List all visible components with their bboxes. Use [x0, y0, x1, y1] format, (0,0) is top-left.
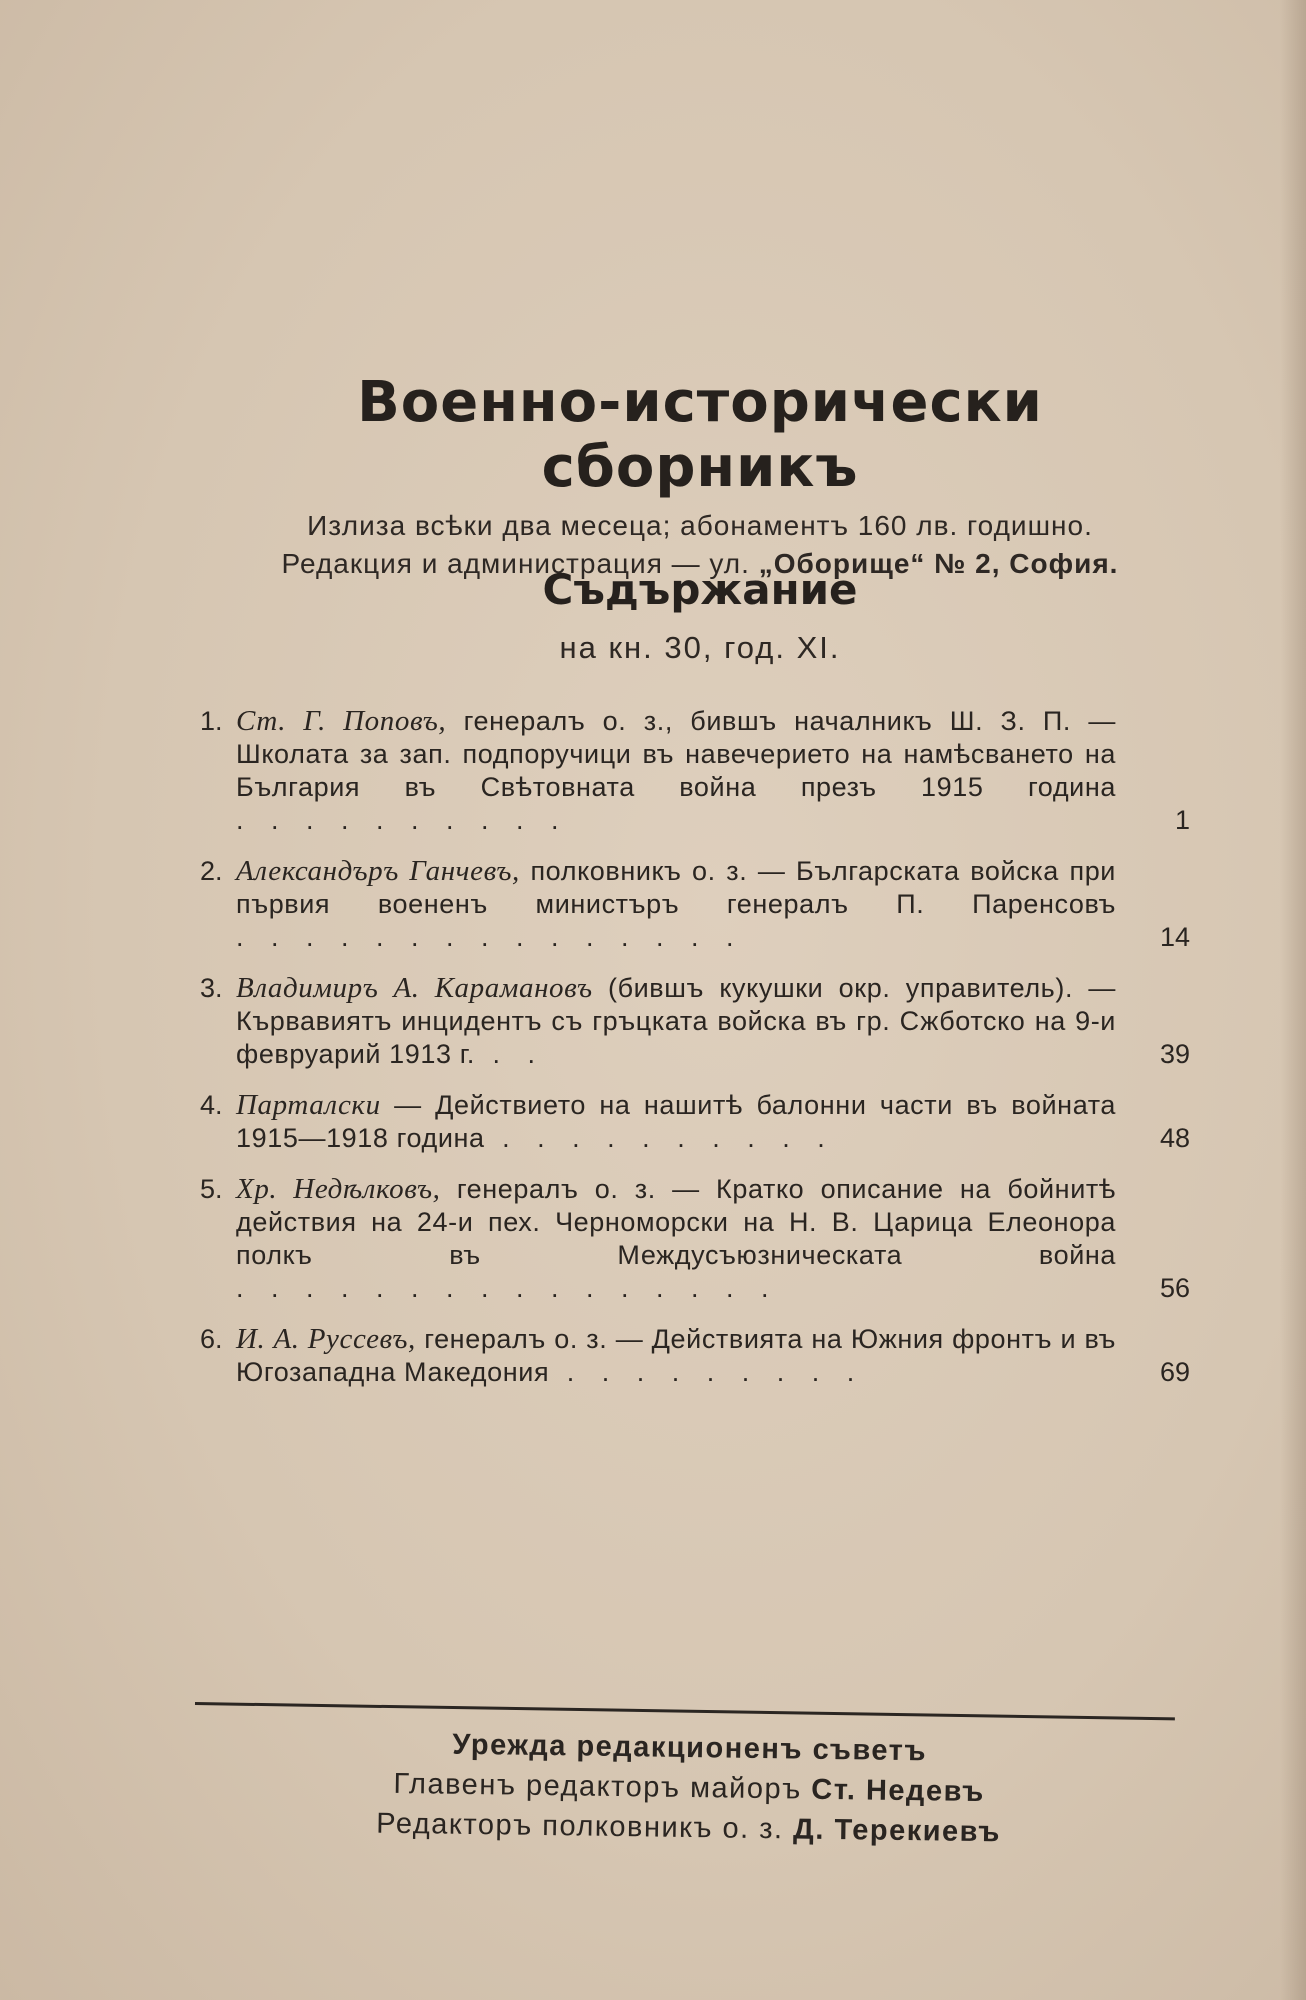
toc-author: Хр. Недѣлковъ,: [236, 1173, 441, 1205]
address-prefix: Редакция и администрация — ул.: [281, 548, 750, 579]
chief-editor-name: Ст. Недевъ: [811, 1773, 986, 1809]
toc-leader-dots: . . . . . . . . . . . . . . .: [236, 922, 744, 952]
toc-leader-dots: . . . . . . . . . .: [236, 805, 569, 835]
editor-name: Д. Терекиевъ: [792, 1813, 1002, 1849]
toc-title: генералъ о. з. — Действията на Южния фронтъ и въ Югозападна Македония: [236, 1324, 1116, 1387]
toc-text: [236, 1089, 1116, 1155]
issue-number: на кн. 30, год. XI.: [559, 630, 841, 665]
toc-author: И. А. Руссевъ,: [236, 1323, 416, 1355]
toc-leader-dots: . .: [475, 1039, 546, 1069]
toc-leader-dots: . . . . . . . . . .: [484, 1123, 835, 1153]
toc-number: 4.: [200, 1090, 223, 1120]
address-street: „Оборище“ № 2, София.: [758, 548, 1119, 579]
toc-author: Владимиръ А. Карамановъ: [236, 972, 593, 1004]
masthead: [200, 370, 1200, 580]
toc-title: (бившъ кукушки окр. управитель). — Кървавиятъ инцидентъ съ гръцката войска въ гр. Сжботско на 9-и февруарий 1913 г.: [236, 973, 1116, 1069]
toc-author: Ст. Г. Поповъ,: [236, 705, 447, 737]
toc-number: 5.: [200, 1174, 223, 1204]
toc-text: [236, 1323, 1116, 1389]
chief-editor-role: Главенъ редакторъ майоръ: [393, 1767, 802, 1806]
toc-entry-6: [200, 1323, 1190, 1389]
toc-number: 3.: [200, 973, 223, 1003]
toc-text: [236, 855, 1116, 954]
journal-title: Военно-исторически сборникъ: [357, 370, 1043, 500]
toc-text: [236, 1173, 1116, 1305]
editorial-board: [298, 1723, 1080, 1854]
toc-page-number: 48: [1159, 1123, 1190, 1153]
toc-entry-2: [200, 855, 1190, 954]
board-heading: Урежда редакционенъ съветъ: [452, 1728, 928, 1768]
toc-page-number: 1: [1174, 805, 1190, 835]
divider-rule: [195, 1702, 1175, 1720]
toc-page-number: 56: [1159, 1273, 1190, 1303]
toc-number: 1.: [200, 706, 223, 736]
toc-entry-1: [200, 705, 1190, 837]
toc-title: генералъ о. з., бившъ началникъ Ш. З. П. — Школата за зап. подпоручици въ навечерието на намѣсването на България въ Свѣтовната война презъ 1915 година: [236, 706, 1116, 802]
toc-entry-5: [200, 1173, 1190, 1305]
toc-text: [236, 972, 1116, 1071]
toc-author: Парталски: [236, 1089, 381, 1121]
contents-heading: Съдържание: [542, 565, 858, 614]
toc-number: 6.: [200, 1324, 223, 1354]
page-edge-shadow: [1280, 0, 1306, 2000]
publication-info: Излиза всѣки два месеца; абонаментъ 160 лв. годишно.: [307, 510, 1093, 541]
toc-entry-4: [200, 1089, 1190, 1155]
editor-role: Редакторъ полковникъ о. з.: [376, 1807, 784, 1846]
toc-number: 2.: [200, 856, 223, 886]
toc-entry-3: [200, 972, 1190, 1071]
toc-title: — Действието на нашитѣ балонни части въ войната 1915—1918 година: [236, 1090, 1116, 1153]
toc-title: полковникъ о. з. — Българската войска при първия воененъ министъръ генералъ П. Паренсовъ: [236, 856, 1116, 919]
toc-title: генералъ о. з. — Кратко описание на бойнитѣ действия на 24-и пех. Черноморски на Н. В. Царица Елеонора полкъ въ Междусъюзническата война: [236, 1174, 1116, 1270]
toc-leader-dots: . . . . . . . . . . . . . . . .: [236, 1273, 779, 1303]
toc-author: Александъръ Ганчевъ,: [236, 855, 520, 887]
toc-leader-dots: . . . . . . . . .: [549, 1357, 865, 1387]
toc-text: [236, 705, 1116, 837]
toc-page-number: 69: [1159, 1357, 1190, 1387]
toc-page-number: 39: [1159, 1039, 1190, 1069]
table-of-contents: [200, 705, 1190, 1407]
toc-page-number: 14: [1159, 922, 1190, 952]
